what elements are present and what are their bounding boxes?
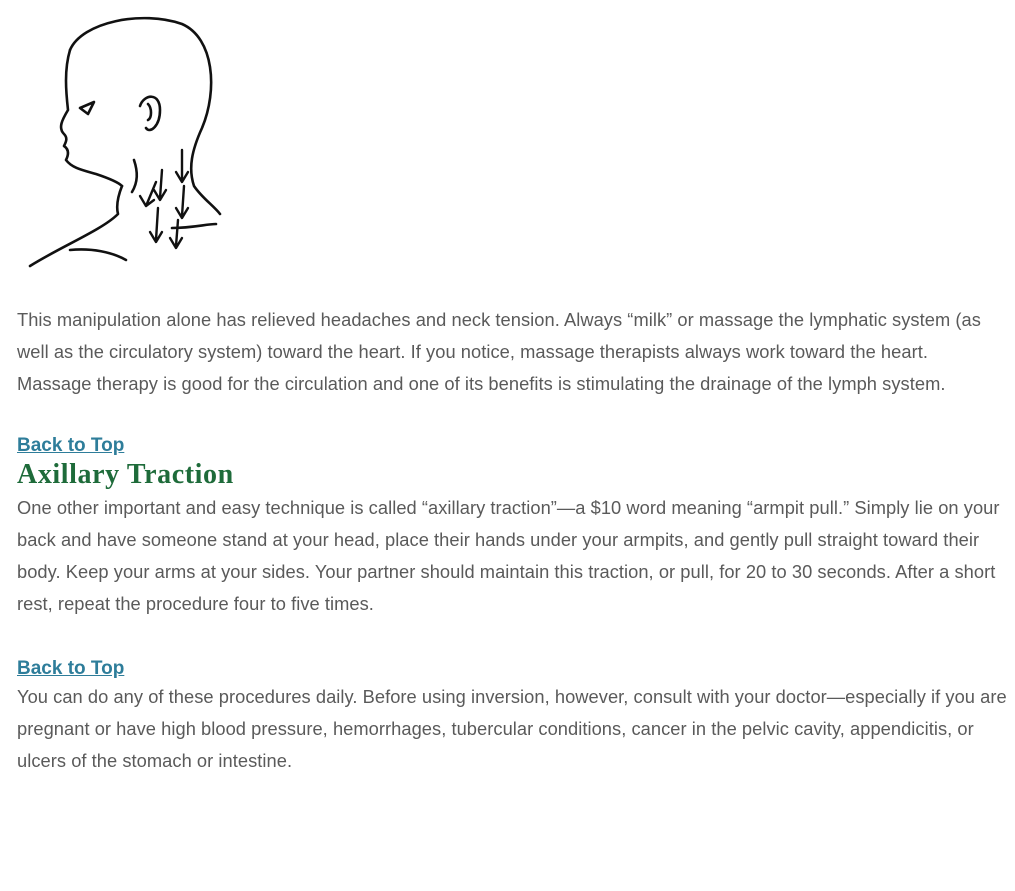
ear-icon: [140, 97, 160, 130]
eye-icon: [80, 102, 94, 114]
chin-line: [132, 160, 137, 192]
manipulation-paragraph: This manipulation alone has relieved headaches and neck tension. Always “milk” or massage the lymphatic system (as well as the circulatory system) toward the heart. If you notice, massage therapists always work toward the heart. Massage therapy is good for the circulation and one of its benefits is stimulating the drainage of the lymph system.: [17, 309, 981, 394]
closing-paragraph: You can do any of these procedures daily. Before using inversion, however, consult with your doctor—especially if you are pregnant or have high blood pressure, hemorrhages, tubercular conditions, cancer in the pelvic cavity, appendicitis, or ulcers of the stomach or intestine.: [17, 686, 1007, 771]
arrow-3: [176, 150, 188, 182]
lymph-arrows: [140, 150, 188, 248]
back-to-top-link[interactable]: Back to Top: [17, 658, 125, 679]
arrow-5: [150, 208, 162, 242]
axillary-traction-heading: Axillary Traction: [17, 459, 234, 490]
head-outline: [70, 18, 220, 214]
shoulder-lower: [70, 249, 126, 260]
arrow-1: [140, 182, 156, 206]
face-profile: [61, 50, 122, 186]
arrow-4: [176, 186, 188, 218]
article-content: [17, 304, 1007, 777]
head-neck-massage-illustration: [22, 10, 227, 275]
axillary-traction-paragraph: One other important and easy technique is called “axillary traction”—a $10 word meaning “armpit pull.” Simply lie on your back and have someone stand at your head, place their hands under your armpits, and gently pull straight toward their body. Keep your arms at your sides. Your partner should maintain this traction, or pull, for 20 to 30 seconds. After a short rest, repeat the procedure four to five times.: [17, 497, 1000, 614]
arrow-6: [170, 220, 182, 248]
back-to-top-link[interactable]: Back to Top: [17, 435, 125, 456]
